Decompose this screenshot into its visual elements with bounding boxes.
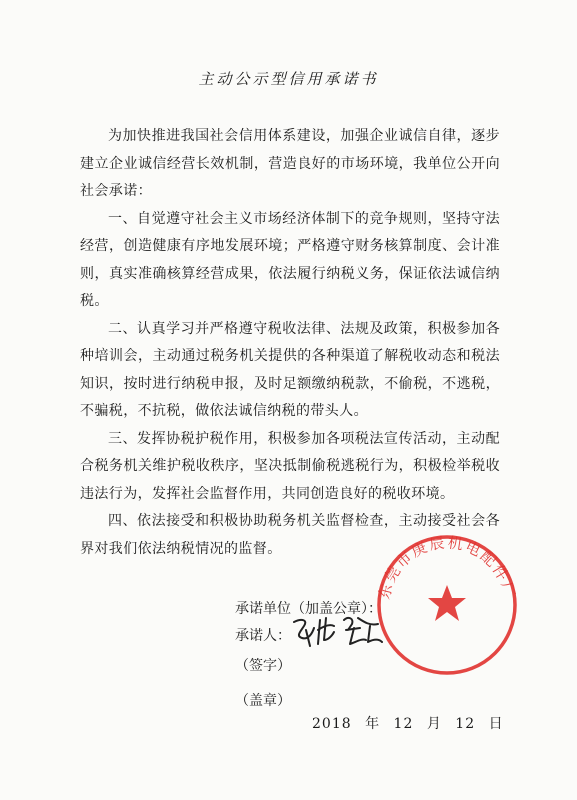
commitment-2: 二、认真学习并严格遵守税收法律、法规及政策，积极参加各种培训会，主动通过税务机关提供的各种渠道了解税收动态和税法知识，按时进行纳税申报，及时足额缴纳税款，不偷税，不逃税，不骗税，不抗税，做依法诚信纳税的带头人。: [80, 320, 500, 419]
stamp-note: （盖章）: [235, 693, 291, 709]
date-day-unit: 日: [488, 716, 504, 732]
date-day: 12: [455, 716, 476, 732]
intro-paragraph: 为加快推进我国社会信用体系建设，加强企业诚信自律，逐步建立企业诚信经营长效机制，营造良好的市场环境，我单位公开向社会承诺：: [80, 128, 500, 199]
commitment-4: 四、依法接受和积极协助税务机关监督检查，主动接受社会各界对我们依法纳税情况的监督。: [80, 513, 500, 557]
commitment-1: 一、自觉遵守社会主义市场经济体制下的竞争规则，坚持守法经营，创造健康有序地发展环境；严格遵守财务核算制度、会计准则，真实准确核算经营成果，依法履行纳税义务，保证依法诚信纳税。: [80, 210, 500, 309]
date-year-unit: 年: [365, 716, 381, 732]
date-year: 2018: [312, 716, 352, 732]
document-title: 主动公示型信用承诺书: [198, 70, 379, 88]
signing-date: [312, 713, 504, 733]
seal-star-icon: [428, 585, 466, 621]
svg-text:东莞市庚辰机电配件厂: 东莞市庚辰机电配件厂: [375, 533, 519, 601]
official-seal-stamp: [372, 530, 522, 680]
commitment-3: 三、发挥协税护税作用，积极参加各项税法宣传活动，主动配合税务机关维护税收秩序，坚决抵制偷税逃税行为，积极检举税收违法行为，发挥社会监督作用，共同创造良好的税收环境。: [80, 430, 500, 502]
date-month-unit: 月: [426, 716, 442, 732]
person-label: 承诺人：: [235, 628, 291, 644]
sign-note: （签字）: [235, 658, 291, 674]
document-body: [80, 123, 500, 563]
unit-label: 承诺单位（加盖公章）：: [235, 601, 382, 617]
date-month: 12: [393, 716, 414, 732]
